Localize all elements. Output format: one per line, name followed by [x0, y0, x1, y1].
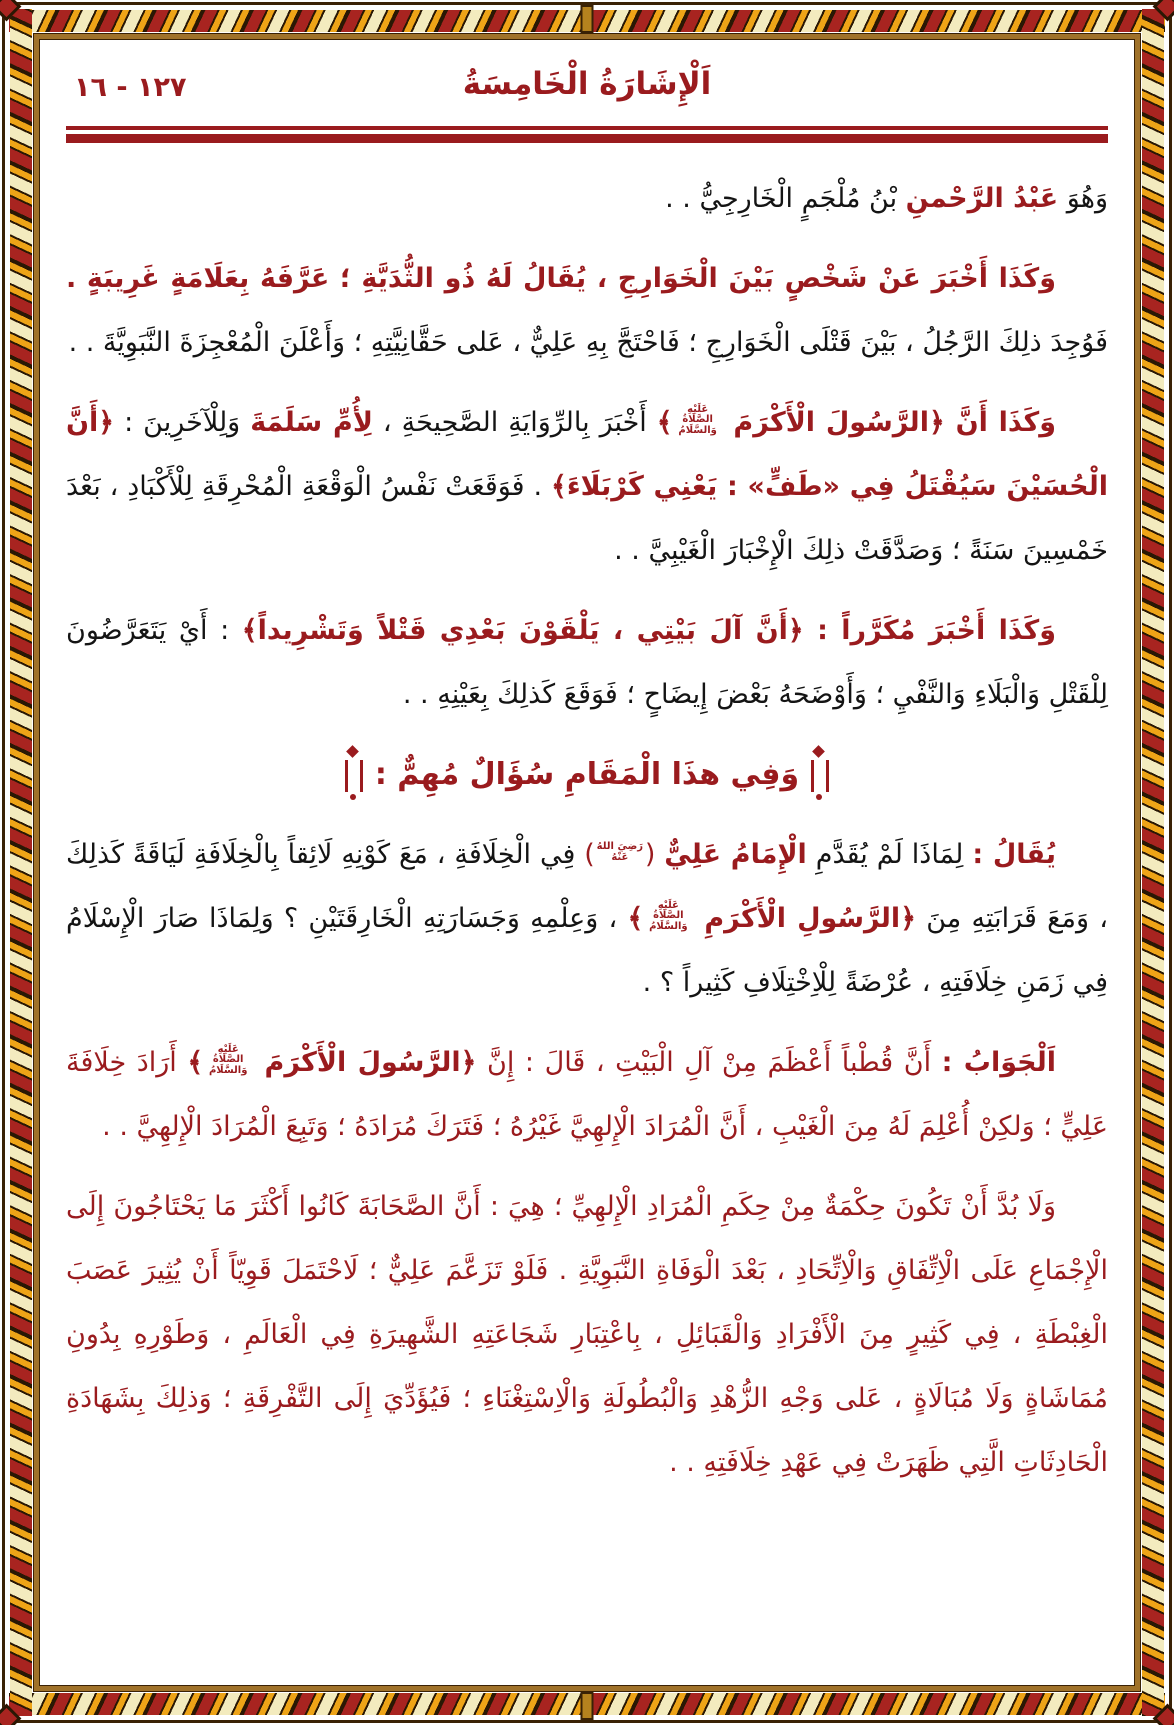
text-run: ﴿الرَّسُولَ الْأَكْرَمَ [253, 1047, 477, 1078]
text-run: اَلْجَوَابُ : [941, 1047, 1056, 1078]
text-run: وَكَذَا أَخْبَرَ عَنْ شَخْصٍ بَيْنَ الْخَوَارِجِ ، يُقَالُ لَهُ ذُو الثُّدَيَّةِ ؛ عَرَّفَهُ بِعَلَامَةٍ غَرِيبَةٍ . [66, 263, 1056, 294]
text-run: بْنُ مُلْجَمٍ الْخَارِجِيُّ . . [665, 183, 906, 214]
text-run: لِأُمِّ سَلَمَةَ [250, 407, 373, 438]
border-chain-top [9, 10, 1165, 32]
text-run: فِي الْخِلَافَةِ ، مَعَ كَوْنِهِ لَائِقاً بِالْخِلَافَةِ لَيَاقَةً كَذلِكَ ، وَمَعَ قَرَابَتِهِ مِنَ [66, 839, 1108, 934]
text-run: لِمَاذَا لَمْ يُقَدَّمِ [806, 839, 973, 870]
text-run: وَهُوَ [1058, 183, 1108, 214]
rule-thick-line [66, 134, 1108, 143]
corner-diamond-icon [0, 1704, 21, 1725]
honorific-seal: عَلَيْهِ الصَّلَاةُ وَالسَّلَامُ [649, 899, 688, 932]
border-chain-bottom [9, 1693, 1165, 1715]
paragraph-dhu-thudayya [66, 247, 1108, 375]
honorific-seal: رَضِيَ اللهُ عَنْهُ [596, 841, 644, 863]
border-chain-left [10, 9, 32, 1716]
text-run: وَكَذَا أَنَّ [944, 407, 1057, 438]
text-run: عَبْدُ الرَّحْمنِ [905, 183, 1059, 214]
paragraph-aal-bayti [66, 599, 1108, 727]
text-run: ﴿أَنَّ الْحُسَيْنَ سَيُقْتَلُ فِي «طَفٍّ» : يَعْنِي كَرْبَلَاءَ﴾ [66, 407, 1108, 502]
text-run: ﴿الرَّسُولَ الْأَكْرَمَ [722, 407, 945, 438]
text-run: فَوُجِدَ ذلِكَ الرَّجُلُ ، بَيْنَ قَتْلَى الْخَوَارِجِ ؛ فَاحْتَجَّ بِهِ عَلِيٌّ ، عَلى حَقَّانِيَّتِهِ ؛ وَأَعْلَنَ الْمُعْجِزَةَ النَّبَوِيَّةَ . . [68, 327, 1108, 358]
text-run: الْإِمَامُ عَلِيٌّ [664, 839, 807, 870]
text-run: ﴾ [187, 1047, 204, 1078]
corner-diamond-icon [1153, 0, 1174, 21]
text-run: أَخْبَرَ بِالرِّوَايَةِ الصَّحِيحَةِ ، [372, 407, 657, 438]
text-run: . فَوَقَعَتْ نَفْسُ الْوَقْعَةِ الْمُحْرِقَةِ لِلْأَكْبَادِ ، بَعْدَ خَمْسِينَ سَنَةً ؛ وَصَدَّقَتْ ذلِكَ الْإِخْبَارَ الْغَيْبِيَّ . . [66, 471, 1108, 566]
heading-ornament-icon [811, 760, 829, 792]
text-run: وَلِلْآخَرِينَ : [114, 407, 251, 438]
text-run: ﴾ [656, 407, 673, 438]
paragraph-question [66, 823, 1108, 1015]
corner-diamond-icon [1153, 1704, 1174, 1725]
page-number [74, 72, 186, 103]
paragraph-wisdom [66, 1175, 1108, 1495]
page-number-value: ١٢٧ - ١٦ [74, 72, 187, 103]
border-center-marker-icon [581, 5, 594, 33]
text-run: وَفِي هذَا الْمَقَامِ سُؤَالٌ مُهِمٌّ : [374, 757, 800, 792]
paragraph-answer [66, 1031, 1108, 1159]
text-run: يُقَالُ : [972, 839, 1056, 870]
text-run: ، وَعِلْمِهِ وَجَسَارَتِهِ الْخَارِقَتَيْنِ ؟ وَلِمَاذَا صَارَ الْإِسْلَامُ فِي زَمَنِ خِلَافَتِهِ ، عُرْضَةً لِلْاِخْتِلَافِ كَثِيراً ؟ . [66, 903, 1108, 998]
text-run: وَكَذَا أَخْبَرَ مُكَرَّراً : [803, 615, 1056, 646]
text-run: أَرَادَ خِلَافَةَ عَلِيٍّ ؛ وَلكِنْ أُعْلِمَ لَهُ مِنَ الْغَيْبِ ، أَنَّ الْمُرَادَ الْإِلهِيَّ غَيْرُهُ ؛ فَتَرَكَ مُرَادَهُ ؛ وَتَبِعَ الْمُرَادَ الْإِلهِيَّ . . [66, 1047, 1108, 1142]
paragraph-ibn-muljam [66, 167, 1108, 231]
text-run: ( [644, 839, 665, 870]
border-chain-right [1142, 9, 1164, 1716]
text-run: أَنَّ قُطْباً أَعْظَمَ مِنْ آلِ الْبَيْتِ ، قَالَ : إِنَّ [476, 1047, 942, 1078]
honorific-seal: عَلَيْهِ الصَّلَاةُ وَالسَّلَامُ [678, 403, 717, 436]
heading-ornament-icon [345, 760, 363, 792]
corner-diamond-icon [0, 0, 21, 21]
honorific-seal: عَلَيْهِ الصَّلَاةُ وَالسَّلَامُ [208, 1043, 248, 1076]
text-run: وَلَا بُدَّ أَنْ تَكُونَ حِكْمَةٌ مِنْ حِكَمِ الْمُرَادِ الْإِلهِيِّ ؛ هِيَ : أَنَّ الصَّحَابَةَ كَانُوا أَكْثَرَ مَا يَحْتَاجُونَ إِلَى الْإِجْمَاعِ عَلَى الْاِتِّفَاقِ وَالْاِتِّحَادِ ، بَعْدَ الْوَفَاةِ النَّبَوِيَّةِ . فَلَوْ تَزَعَّمَ عَلِيٌّ ؛ لَاحْتَمَلَ قَوِيّاً أَنْ يُثِيرَ عَصَبَ الْغِبْطَةِ ، فِي كَثِيرٍ مِنَ الْأَفْرَادِ وَالْقَبَائِلِ ، بِاعْتِبَارِ شَجَاعَتِهِ الشَّهِيرَةِ فِي الْعَالَمِ ، وَطَوْرِهِ بِدُونِ مُمَاشَاةٍ وَلَا مُبَالَاةٍ ، عَلى وَجْهِ الزُّهْدِ وَالْبُطُولَةِ وَالْاِسْتِغْنَاءِ ؛ فَيُؤَدِّيَ إِلَى التَّفْرِقَةِ ؛ وَذلِكَ بِشَهَادَةِ الْحَادِثَاتِ الَّتِي ظَهَرَتْ فِي عَهْدِ خِلَافَتِهِ . . [66, 1191, 1108, 1478]
question-heading [66, 743, 1108, 807]
paragraph-umm-salama [66, 391, 1108, 583]
page-content [66, 46, 1108, 1679]
page-title: اَلْإِشَارَةُ الْخَامِسَةُ [462, 66, 712, 102]
page-header [66, 46, 1108, 110]
double-rule [66, 126, 1108, 143]
text-run: ﴿الرَّسُولِ الْأَكْرَمِ [693, 903, 917, 934]
text-run: ﴾ [627, 903, 644, 934]
text-run: ﴿أَنَّ آلَ بَيْتِي ، يَلْقَوْنَ بَعْدِي قَتْلاً وَتَشْرِيداً﴾ [241, 615, 804, 646]
border-center-marker-icon [581, 1692, 594, 1720]
text-run: : أَيْ يَتَعَرَّضُونَ لِلْقَتْلِ وَالْبَلَاءِ وَالنَّفْيِ ؛ وَأَوْضَحَهُ بَعْضَ إِيضَاحٍ ؛ فَوَقَعَ كَذلِكَ بِعَيْنِهِ . . [66, 615, 1108, 710]
text-run: ) [575, 839, 595, 870]
body-text [66, 167, 1108, 1495]
